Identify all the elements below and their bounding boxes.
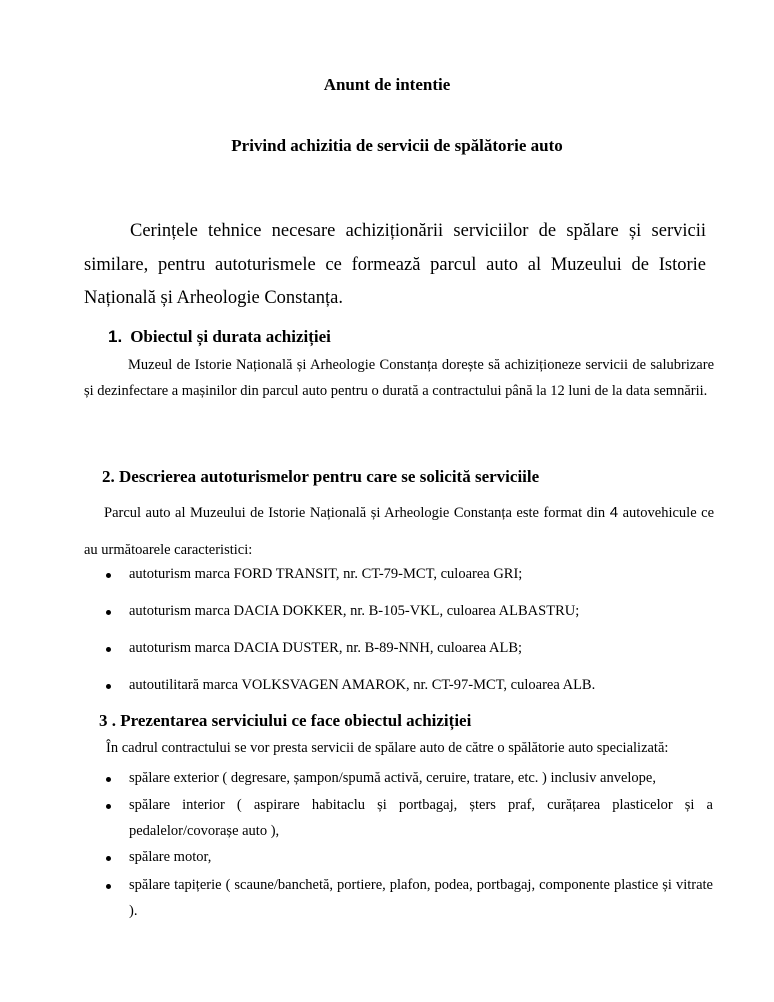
bullet-icon xyxy=(106,884,111,889)
vehicle-item: autoturism marca DACIA DOKKER, nr. B-105-VKL, culoarea ALBASTRU; xyxy=(129,603,580,619)
section2-heading: 2. Descrierea autoturismelor pentru care se solicită serviciile xyxy=(102,467,540,486)
bullet-icon xyxy=(106,777,111,782)
section1-number: 1. xyxy=(108,327,123,346)
vehicle-item: autoutilitară marca VOLKSVAGEN AMAROK, nr. CT-97-MCT, culoarea ALB. xyxy=(129,677,596,693)
bullet-icon xyxy=(106,647,111,652)
intro-paragraph: Cerințele tehnice necesare achiziționării serviciilor de spălare și servicii similare, pentru autoturismele ce formează parcul auto al Muzeului de Istorie Națională și Arheologie Constanța. xyxy=(84,221,706,308)
document-subtitle: Privind achizitia de servicii de spălătorie auto xyxy=(231,136,563,155)
bullet-icon xyxy=(106,573,111,578)
vehicle-count: 4 xyxy=(609,504,619,521)
service-item: spălare interior ( aspirare habitaclu și portbagaj, șters praf, curățarea plasticelor și a pedalelor/covorașe auto ), xyxy=(129,797,713,839)
bullet-icon xyxy=(106,856,111,861)
vehicle-item: autoturism marca DACIA DUSTER, nr. B-89-NNH, culoarea ALB; xyxy=(129,640,523,656)
bullet-icon xyxy=(106,610,111,615)
document-title: Anunt de intentie xyxy=(323,75,451,94)
section1-heading-text: Obiectul și durata achiziției xyxy=(130,327,331,346)
section2-body-suffix: autovehicule ce au următoarele caracteristici: xyxy=(84,505,715,558)
section2-body xyxy=(84,494,714,569)
section1-body: Muzeul de Istorie Națională și Arheologie Constanța dorește să achiziționeze servicii de salubrizare și dezinfectare a mașinilor din parcul auto pentru o durată a contractului până la 12 luni de la data semnării. xyxy=(84,357,714,399)
service-item: spălare tapițerie ( scaune/banchetă, portiere, plafon, podea, portbagaj, componente plastice și vitrate ). xyxy=(129,877,713,919)
service-item: spălare motor, xyxy=(129,849,212,865)
section2-body-prefix: Parcul auto al Muzeului de Istorie Națională și Arheologie Constanța este format din xyxy=(104,505,606,521)
section3-intro: În cadrul contractului se vor presta servicii de spălare auto de către o spălătorie auto specializată: xyxy=(106,740,669,756)
bullet-icon xyxy=(106,804,111,809)
vehicle-item: autoturism marca FORD TRANSIT, nr. CT-79-MCT, culoarea GRI; xyxy=(129,566,523,582)
section1-heading xyxy=(108,327,331,347)
service-item: spălare exterior ( degresare, șampon/spumă activă, ceruire, tratare, etc. ) inclusiv anvelope, xyxy=(129,770,656,786)
section3-heading: 3 . Prezentarea serviciului ce face obiectul achiziției xyxy=(99,711,472,730)
bullet-icon xyxy=(106,684,111,689)
